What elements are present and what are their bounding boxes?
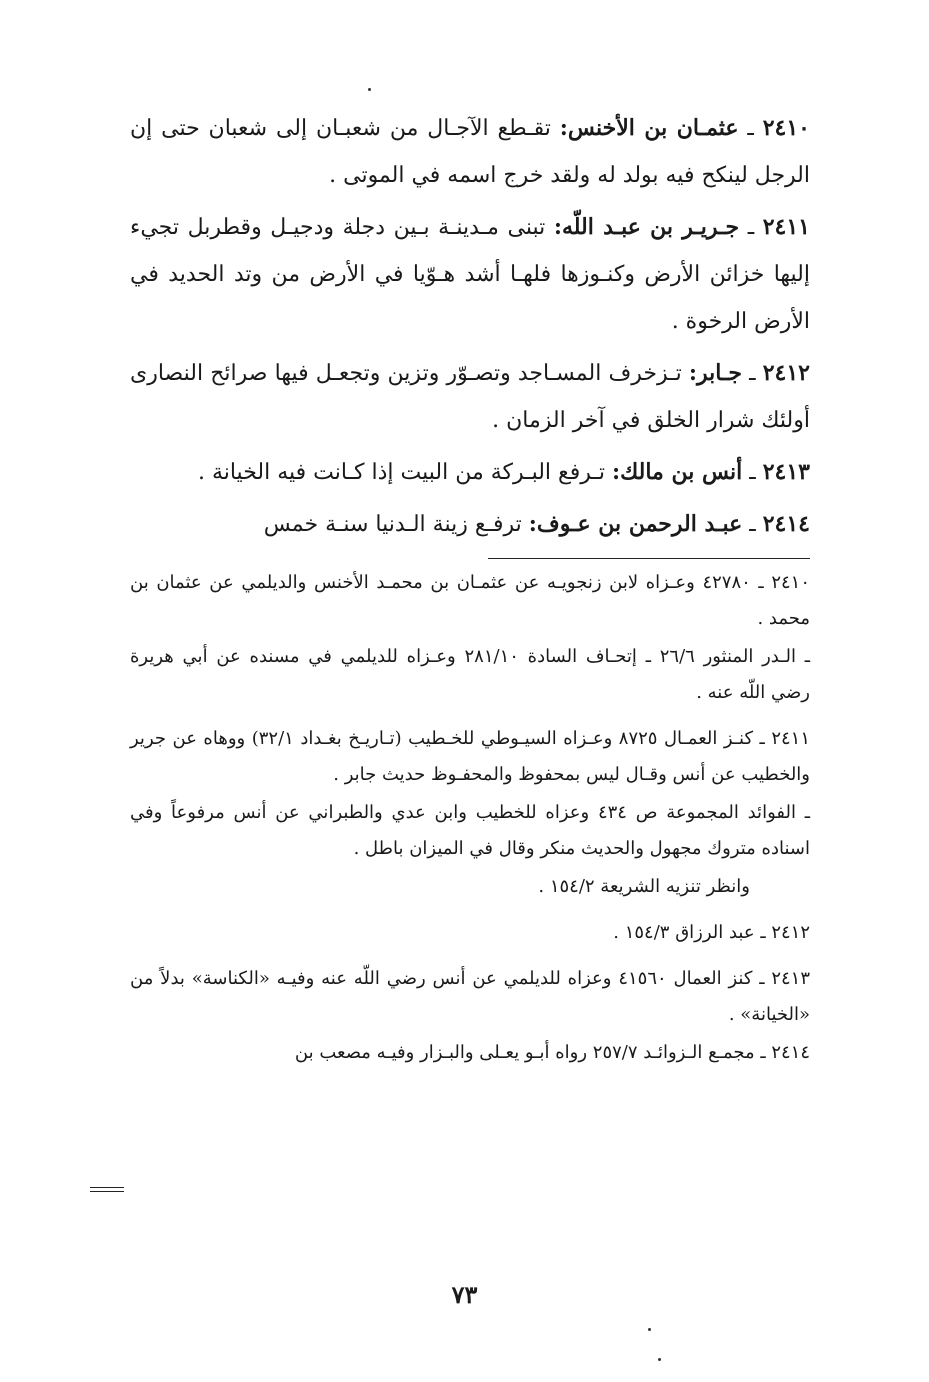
hadith-narrator: عثمـان بن الأخنس: xyxy=(559,115,739,141)
hadith-narrator: جـابر: xyxy=(688,360,742,386)
hadith-entry: ٢٤١٣ ـ أنس بن مالك: تـرفع البـركة من البيت إذا كـانت فيه الخيانة . xyxy=(197,459,810,485)
footnote: ٢٤١٤ ـ مجمـع الـزوائـد ٢٥٧/٧ رواه أبـو يعـلى والبـزار وفيـه مصعب بن xyxy=(294,1042,810,1063)
hadith-number: ٢٤١١ xyxy=(762,214,810,240)
hadith-narrator: أنس بن مالك: xyxy=(611,459,743,485)
footnote: ٢٤١٣ ـ كنز العمال ٤١٥٦٠ وعزاه للديلمي عن أنس رضي اللّه عنه وفيـه «الكناسة» بدلاً من «الخيانة» . xyxy=(130,968,811,1025)
hadith-text: ترفـع زينة الـدنيا سنـة خمس xyxy=(263,512,522,537)
hadith-list xyxy=(130,105,810,548)
hadith-entry: ٢٤١٢ ـ جـابر: تـزخرف المسـاجد وتصـوّر وتزين وتجعـل فيها صرائح النصارى أولئك شرار الخلق في آخر الزمان . xyxy=(130,360,810,433)
footnote: ٢٤١١ ـ كنـز العمـال ٨٧٢٥ وعـزاه السيـوطي للخـطيب (تـاريـخ بغـداد ٣٢/١) ووهاه عن جرير والخطيب عن أنس وقـال ليس بمحفوظ والمحفـوظ حديث جابر . xyxy=(130,728,810,785)
hadith-text: تقـطع الآجـال من شعبـان إلى شعبان حتى إن الرجل لينكح فيه بولد له ولقد خرج اسمه في الموتى . xyxy=(130,116,810,188)
footnote: ـ الـدر المنثور ٢٦/٦ ـ إتحـاف السادة ٢٨١/١٠ وعـزاه للديلمي في مسنده عن أبي هريرة رضي اللّه عنه . xyxy=(130,646,810,703)
footnote-separator xyxy=(488,558,810,559)
hadith-entry: ٢٤١٤ ـ عبـد الرحمن بن عـوف: ترفـع زينة الـدنيا سنـة خمس xyxy=(263,511,810,537)
hadith-number: ٢٤١٠ xyxy=(762,115,810,141)
footnote: ـ الفوائد المجموعة ص ٤٣٤ وعزاه للخطيب وابن عدي والطبراني عن أنس مرفوعاً وفي اسناده متروك مجهول والحديث منكر وقال في الميزان باطل . xyxy=(130,802,810,859)
hadith-text: تبنى مـدينـة بـين دجلة ودجيـل وقطربل تجيء إليها خزائن الأرض وكنـوزها فلهـا أشد هـوّيا في الأرض من وتد الحديد في الأرض الرخوة . xyxy=(130,215,810,334)
continuation-marks xyxy=(90,1187,124,1197)
hadith-number: ٢٤١٤ xyxy=(762,511,810,537)
hadith-entry: ٢٤١٠ ـ عثمـان بن الأخنس: تقـطع الآجـال من شعبـان إلى شعبان حتى إن الرجل لينكح فيه بولد له ولقد خرج اسمه في الموتى . xyxy=(130,115,810,188)
hadith-entry: ٢٤١١ ـ جـريـر بن عبـد اللّه: تبنى مـدينـة بـين دجلة ودجيـل وقطربل تجيء إليها خزائن الأرض وكنـوزها فلهـا أشد هـوّيا في الأرض من وتد الحديد في الأرض الرخوة . xyxy=(130,214,810,334)
footnote: ٢٤١٢ ـ عبد الرزاق ١٥٤/٣ . xyxy=(613,922,810,943)
footnotes xyxy=(130,565,810,1071)
speck xyxy=(648,1328,651,1331)
hadith-text: تـزخرف المسـاجد وتصـوّر وتزين وتجعـل فيها صرائح النصارى أولئك شرار الخلق في آخر الزمان . xyxy=(130,361,810,433)
hadith-narrator: عبـد الرحمن بن عـوف: xyxy=(528,511,743,537)
footnote: وانظر تنزيه الشريعة ١٥٤/٢ . xyxy=(538,876,750,897)
hadith-number: ٢٤١٣ xyxy=(762,459,810,485)
hadith-text: تـرفع البـركة من البيت إذا كـانت فيه الخيانة . xyxy=(197,460,605,485)
text-column xyxy=(130,105,810,1081)
speck xyxy=(368,88,371,91)
hadith-number: ٢٤١٢ xyxy=(762,360,810,386)
footnote: ٢٤١٠ ـ ٤٢٧٨٠ وعـزاه لابن زنجويـه عن عثمـان بن محمـد الأخنس والديلمي عن عثمان بن محمد . xyxy=(130,572,810,629)
page-number: ٧٣ xyxy=(451,1280,478,1309)
hadith-narrator: جـريـر بن عبـد اللّه: xyxy=(553,214,740,240)
speck xyxy=(658,1358,661,1361)
